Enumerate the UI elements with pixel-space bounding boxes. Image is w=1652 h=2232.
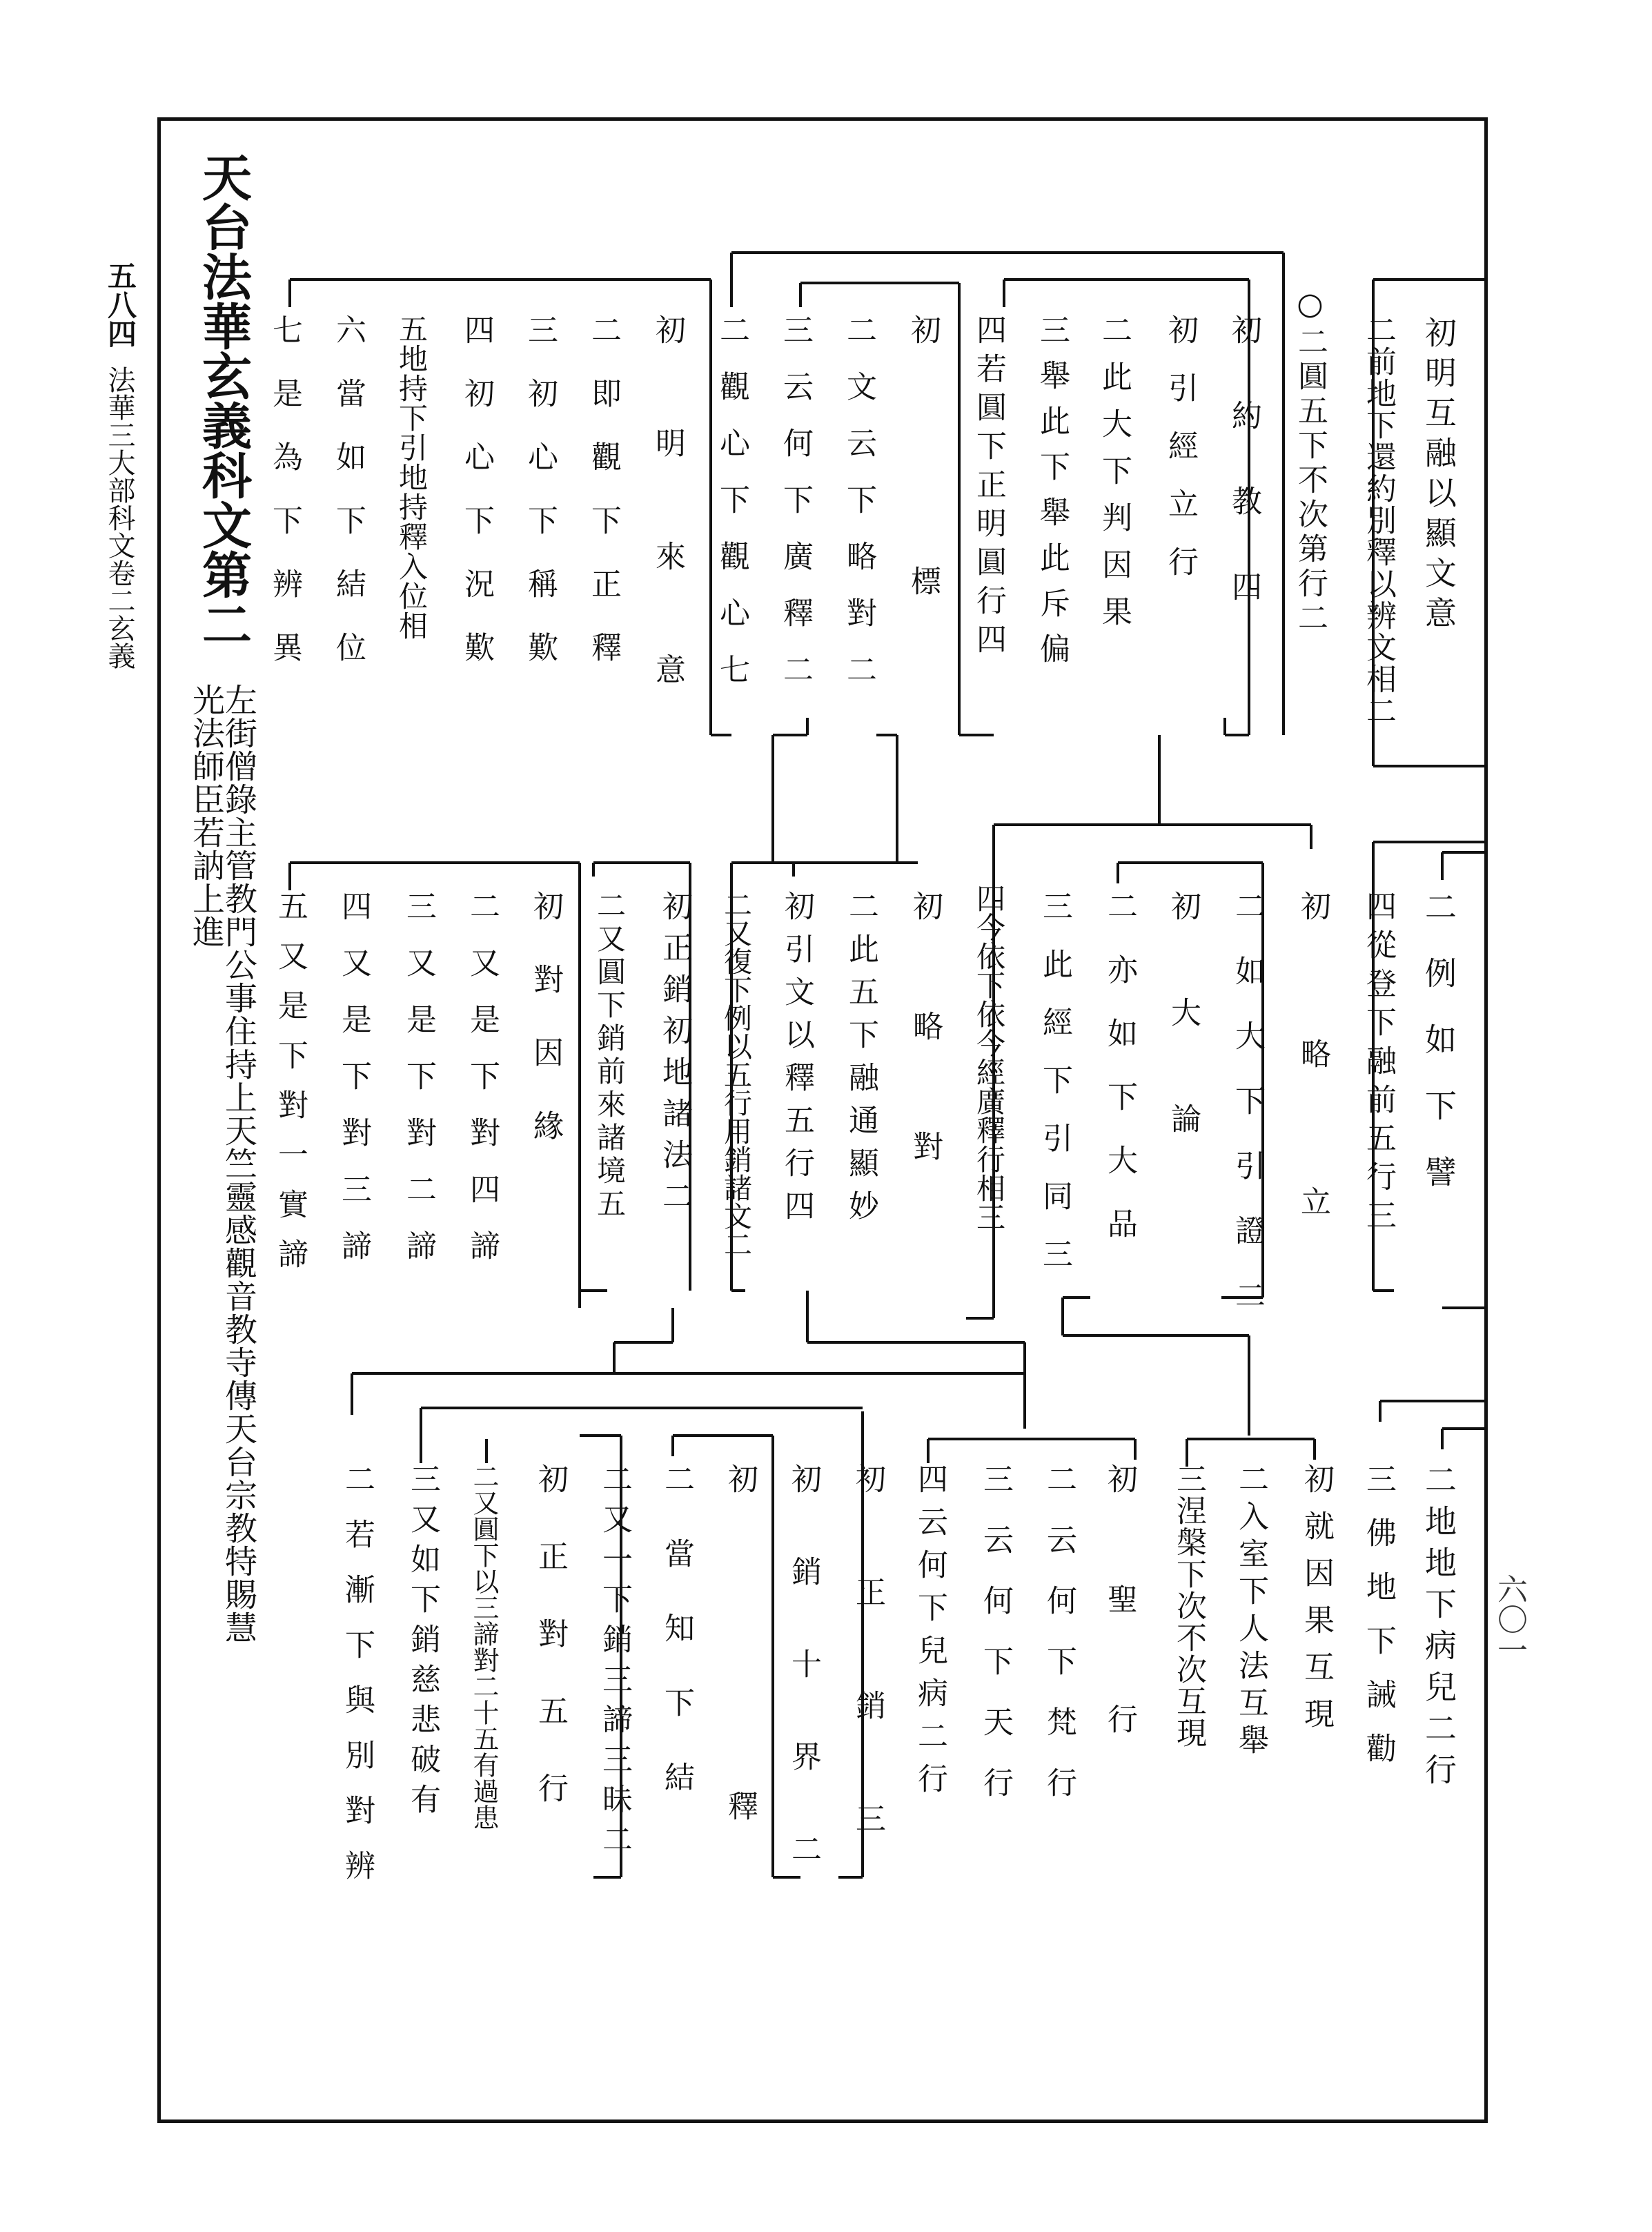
- outline-1-8: 四若圓下正明圓行四: [971, 314, 1006, 662]
- outline-1-15: 三初心下稱歎: [522, 314, 558, 695]
- page-title: 天台法華玄義科文第二: [194, 152, 253, 649]
- outline-1-7: 三舉此下舉此斥偏: [1034, 314, 1070, 678]
- outline-3-7: 二云何下梵行: [1041, 1463, 1076, 1828]
- outline-3-4: 二入室下人法互舉: [1233, 1463, 1268, 1761]
- outline-2-15: 初對因緣: [528, 890, 563, 1183]
- book-label: 法華三大部科文卷二玄義: [104, 366, 135, 669]
- outline-2-5: 初大論: [1166, 890, 1201, 1209]
- outline-2-9: 初略對: [907, 890, 943, 1251]
- outline-1-13: 初明來意: [650, 314, 685, 767]
- outline-3-18: 二若漸下與別對辨: [340, 1463, 375, 1905]
- outline-3-8: 三云何下天行: [978, 1463, 1013, 1828]
- outline-3-11: 初銷十界二: [786, 1463, 821, 1926]
- outline-2-1: 二例如下譬: [1420, 890, 1457, 1222]
- outline-1-17: 五地持下引地持釋入位相: [395, 314, 429, 640]
- outline-2-11: 初引文以釋五行四: [779, 890, 814, 1233]
- outline-3-17: 三又如下銷慈悲破有: [405, 1463, 440, 1823]
- outline-2-12: 二又復下例以五行用銷諸文二: [719, 890, 752, 1258]
- outline-3-9: 四云何下兒病二行: [912, 1463, 947, 1805]
- outline-3-10: 初正銷三: [850, 1463, 885, 1916]
- outline-3-15: 初正對五行: [533, 1463, 568, 1850]
- outline-2-4: 二如大下引證二: [1230, 890, 1265, 1344]
- outline-1-12: 二觀心下觀心七: [714, 314, 749, 710]
- outline-2-16: 二又是下對四諦: [464, 890, 500, 1286]
- outline-1-5: 初引經立行: [1163, 314, 1198, 604]
- outline-2-8: 四今依下依今經廣釋行相三: [972, 883, 1006, 1231]
- outline-3-2: 三佛地下誡勸: [1361, 1463, 1396, 1786]
- outline-1-4: 初約教四: [1226, 314, 1261, 656]
- outline-2-2: 四從登下融前五行三: [1361, 890, 1396, 1238]
- outline-1-6: 二此大下判因果: [1097, 314, 1132, 643]
- outline-3-16: 二又圓下以三諦對二十五有過患: [469, 1463, 499, 1830]
- author-line-2: 光法師臣若訥上進: [187, 683, 225, 948]
- outline-2-17: 三又是下對二諦: [401, 890, 436, 1286]
- outline-1-10: 二文云下略對二: [841, 314, 876, 710]
- outline-1-18: 六當如下結位: [331, 314, 366, 695]
- outline-2-6: 二亦如下大品: [1102, 890, 1137, 1271]
- outline-2-14: 二又圓下銷前來諸境五: [593, 890, 627, 1222]
- outline-2-3: 初略立: [1295, 890, 1330, 1333]
- outline-1-19: 七是為下辨異: [267, 314, 302, 695]
- outline-3-5: 三涅槃下次不次互現: [1171, 1463, 1206, 1749]
- outline-2-19: 五又是下對一實諦: [273, 890, 308, 1288]
- outline-3-3: 初就因果互現: [1299, 1463, 1334, 1745]
- outline-2-10: 二此五下融通顯妙: [843, 890, 878, 1233]
- outline-3-12: 初釋: [722, 1463, 758, 2117]
- outline-3-1: 二地地下病兒二行: [1420, 1463, 1457, 1794]
- outline-2-18: 四又是下對三諦: [336, 890, 371, 1286]
- author-line-1: 左街僧錄主管教門公事住持上天竺靈感觀音教寺傳天台宗教特賜慧: [219, 683, 257, 1644]
- outline-1-14: 二即觀下正釋: [586, 314, 621, 695]
- page-label: 五八四: [104, 261, 137, 348]
- outline-3-6: 初聖行: [1102, 1463, 1137, 1823]
- outline-2-7: 三此經下引同三: [1037, 890, 1072, 1296]
- outline-1-16: 四初心下況歎: [459, 314, 494, 695]
- outline-3-13: 二當知下結: [659, 1463, 694, 1836]
- page-number-margin: 六〇一: [1492, 1574, 1527, 1665]
- outline-1-2: 二前地下還約別釋以辨文相二: [1361, 314, 1396, 727]
- outline-1-1: 初明互融以顯文意: [1420, 316, 1457, 636]
- outline-1-3: ○二圓五下不次第行二: [1292, 286, 1328, 636]
- outline-3-14: 二又一下銷三諦三昧二: [597, 1463, 632, 1863]
- outline-2-13: 初正銷初地諸法二: [657, 890, 692, 1222]
- outline-1-11: 三云何下廣釋二: [778, 314, 813, 710]
- outline-1-9: 初標: [905, 314, 941, 816]
